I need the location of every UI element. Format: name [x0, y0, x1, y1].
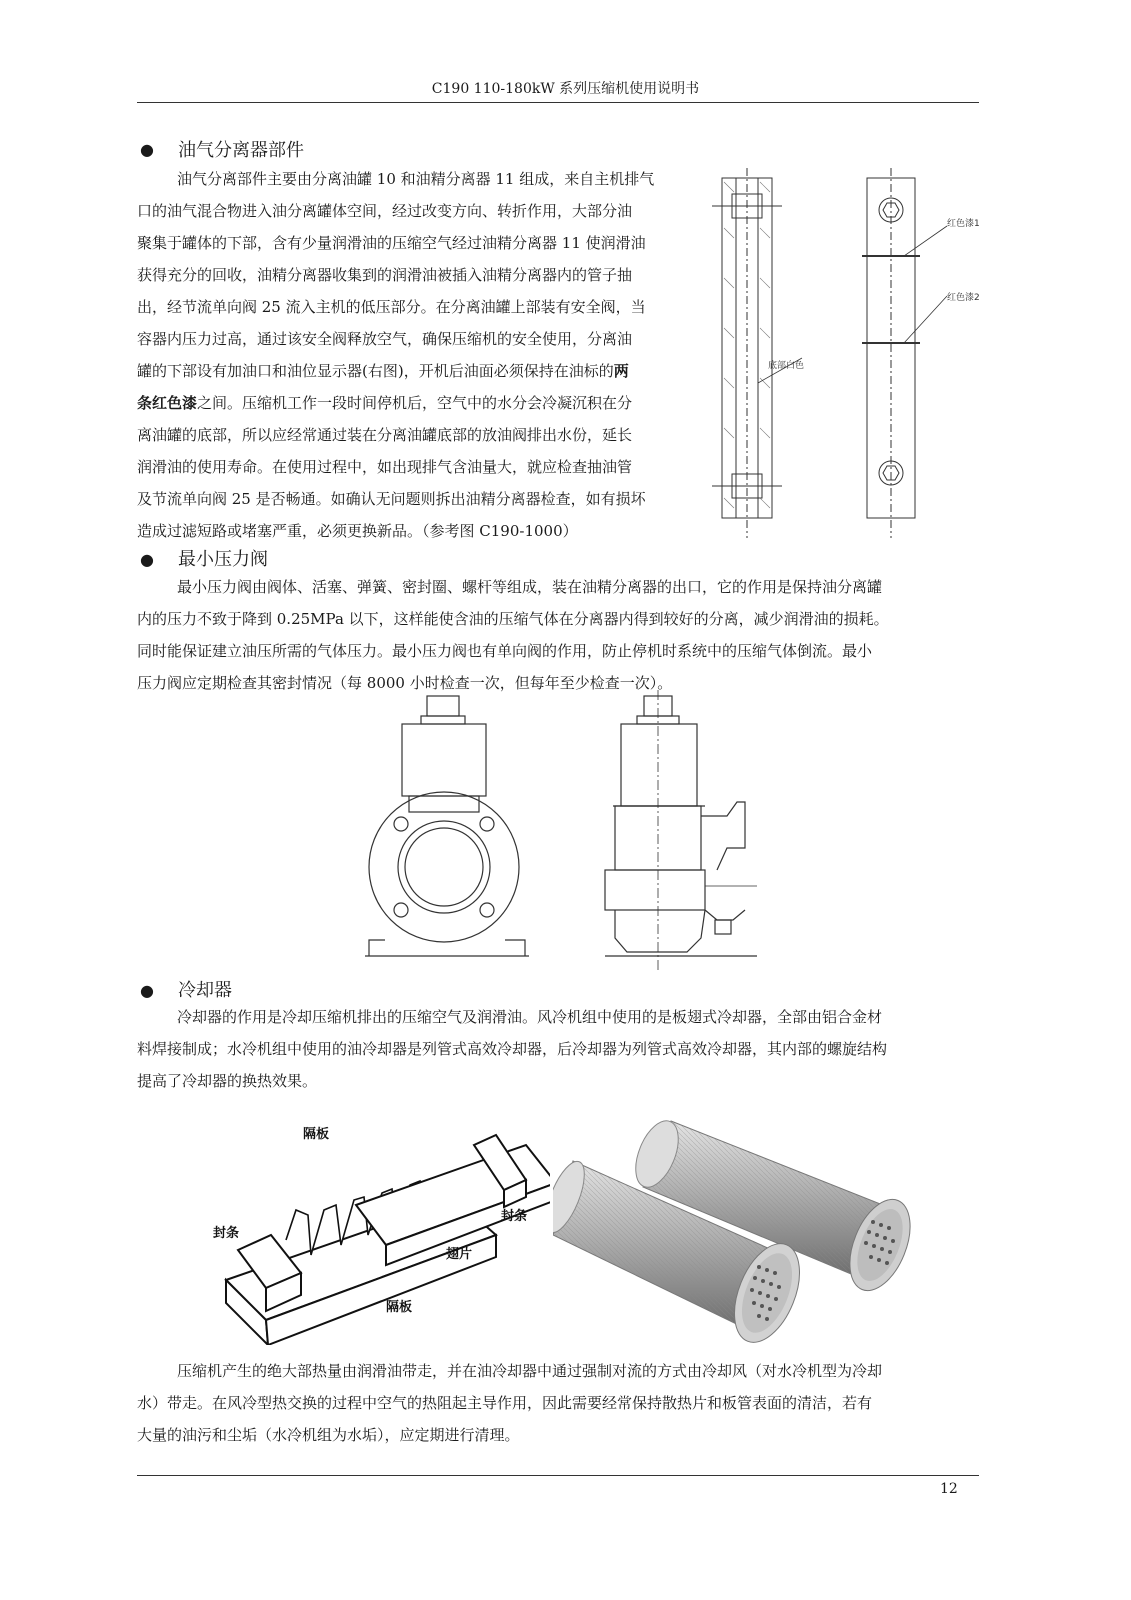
section-bullet: ●: [140, 981, 154, 1000]
text-line: 获得充分的回收，油精分离器收集到的润滑油被插入油精分离器内的管子抽: [137, 266, 633, 284]
text-line: 口的油气混合物进入油分离罐体空间，经过改变方向、转折作用，大部分油: [137, 202, 633, 220]
text-line: 及节流单向阀 25 是否畅通。如确认无问题则拆出油精分离器检查，如有损坏: [137, 490, 646, 508]
header-rule: [137, 102, 979, 103]
min-pressure-valve-drawing: [365, 690, 765, 975]
text-line: 冷却器的作用是冷却压缩机排出的压缩空气及润滑油。风冷机组中使用的是板翅式冷却器，全部由铝合金材: [177, 1008, 883, 1026]
text-line: 大量的油污和尘垢（水冷机组为水垢），应定期进行清理。: [137, 1426, 520, 1444]
text-line: 油气分离部件主要由分离油罐 10 和油精分离器 11 组成，来自主机排气: [177, 170, 655, 188]
text-line: 离油罐的底部，所以应经常通过装在分离油罐底部的放油阀排出水份，延长: [137, 426, 633, 444]
page-header-title: C190 110-180kW 系列压缩机使用说明书: [431, 81, 700, 97]
text-segment: 罐的下部设有加油口和油位显示器(右图)，开机后油面必须保持在油标的: [137, 362, 614, 380]
label-plate-top: 隔板: [303, 1127, 330, 1142]
text-segment: 之间。压缩机工作一段时间停机后，空气中的水分会冷凝沉积在分: [197, 394, 633, 412]
text-line: 造成过滤短路或堵塞严重，必须更换新品。（参考图 C190-1000）: [137, 522, 578, 540]
min-valve-paragraph: [137, 571, 979, 699]
bold-text: 条红色漆: [137, 394, 198, 412]
text-line: 出，经节流单向阀 25 流入主机的低压部分。在分离油罐上部装有安全阀，当: [137, 298, 646, 316]
cooler-paragraph-1: [137, 1001, 979, 1097]
page-number: 12: [940, 1481, 958, 1497]
bold-text: 两: [613, 362, 629, 380]
plate-fin-cooler-diagram: [196, 1105, 550, 1345]
section-title-min-valve: 最小压力阀: [178, 549, 268, 570]
section-title-cooler: 冷却器: [178, 980, 232, 1001]
label-seal-right: 封条: [501, 1209, 528, 1224]
text-line: [137, 355, 697, 387]
label-red-paint-1: 红色漆1: [947, 219, 980, 229]
text-line: 同时能保证建立油压所需的气体压力。最小压力阀也有单向阀的作用，防止停机时系统中的压缩气体倒流。最小: [137, 642, 873, 660]
oil-level-gauge-drawing: [712, 168, 992, 548]
text-line: 压力阀应定期检查其密封情况（每 8000 小时检查一次，但每年至少检查一次）。: [137, 674, 673, 692]
section-bullet: ●: [140, 550, 154, 569]
separator-paragraph: [137, 163, 697, 547]
text-line: 最小压力阀由阀体、活塞、弹簧、密封圈、螺杆等组成，装在油精分离器的出口，它的作用是保持油分离罐: [177, 578, 883, 596]
text-line: 料焊接制成；水冷机组中使用的油冷却器是列管式高效冷却器，后冷却器为列管式高效冷却器，其内部的螺旋结构: [137, 1040, 888, 1058]
tube-cooler-photo: [553, 1107, 943, 1347]
text-line: 水）带走。在风冷型热交换的过程中空气的热阻起主导作用，因此需要经常保持散热片和板管表面的清洁，若有: [137, 1394, 873, 1412]
text-line: 聚集于罐体的下部，含有少量润滑油的压缩空气经过油精分离器 11 使润滑油: [137, 234, 646, 252]
label-bottom-white: 底部白色: [768, 361, 805, 371]
section-title-separator: 油气分离器部件: [178, 140, 304, 161]
text-line: 压缩机产生的绝大部热量由润滑油带走，并在油冷却器中通过强制对流的方式由冷却风（对水冷机型为冷却: [177, 1362, 883, 1380]
label-fin: 翅片: [446, 1247, 473, 1262]
label-seal-left: 封条: [213, 1226, 240, 1241]
label-red-paint-2: 红色漆2: [947, 293, 980, 303]
text-line: 容器内压力过高，通过该安全阀释放空气，确保压缩机的安全使用，分离油: [137, 330, 633, 348]
section-bullet: ●: [140, 140, 154, 159]
footer-rule: [137, 1475, 979, 1476]
label-plate-bottom: 隔板: [386, 1300, 413, 1315]
text-line: 提高了冷却器的换热效果。: [137, 1072, 318, 1090]
text-line: [137, 387, 697, 419]
cooler-paragraph-2: [137, 1355, 979, 1451]
text-line: 内的压力不致于降到 0.25MPa 以下，这样能使含油的压缩气体在分离器内得到较好的分离，减少润滑油的损耗。: [137, 610, 889, 628]
text-line: 润滑油的使用寿命。在使用过程中，如出现排气含油量大，就应检查抽油管: [137, 458, 633, 476]
